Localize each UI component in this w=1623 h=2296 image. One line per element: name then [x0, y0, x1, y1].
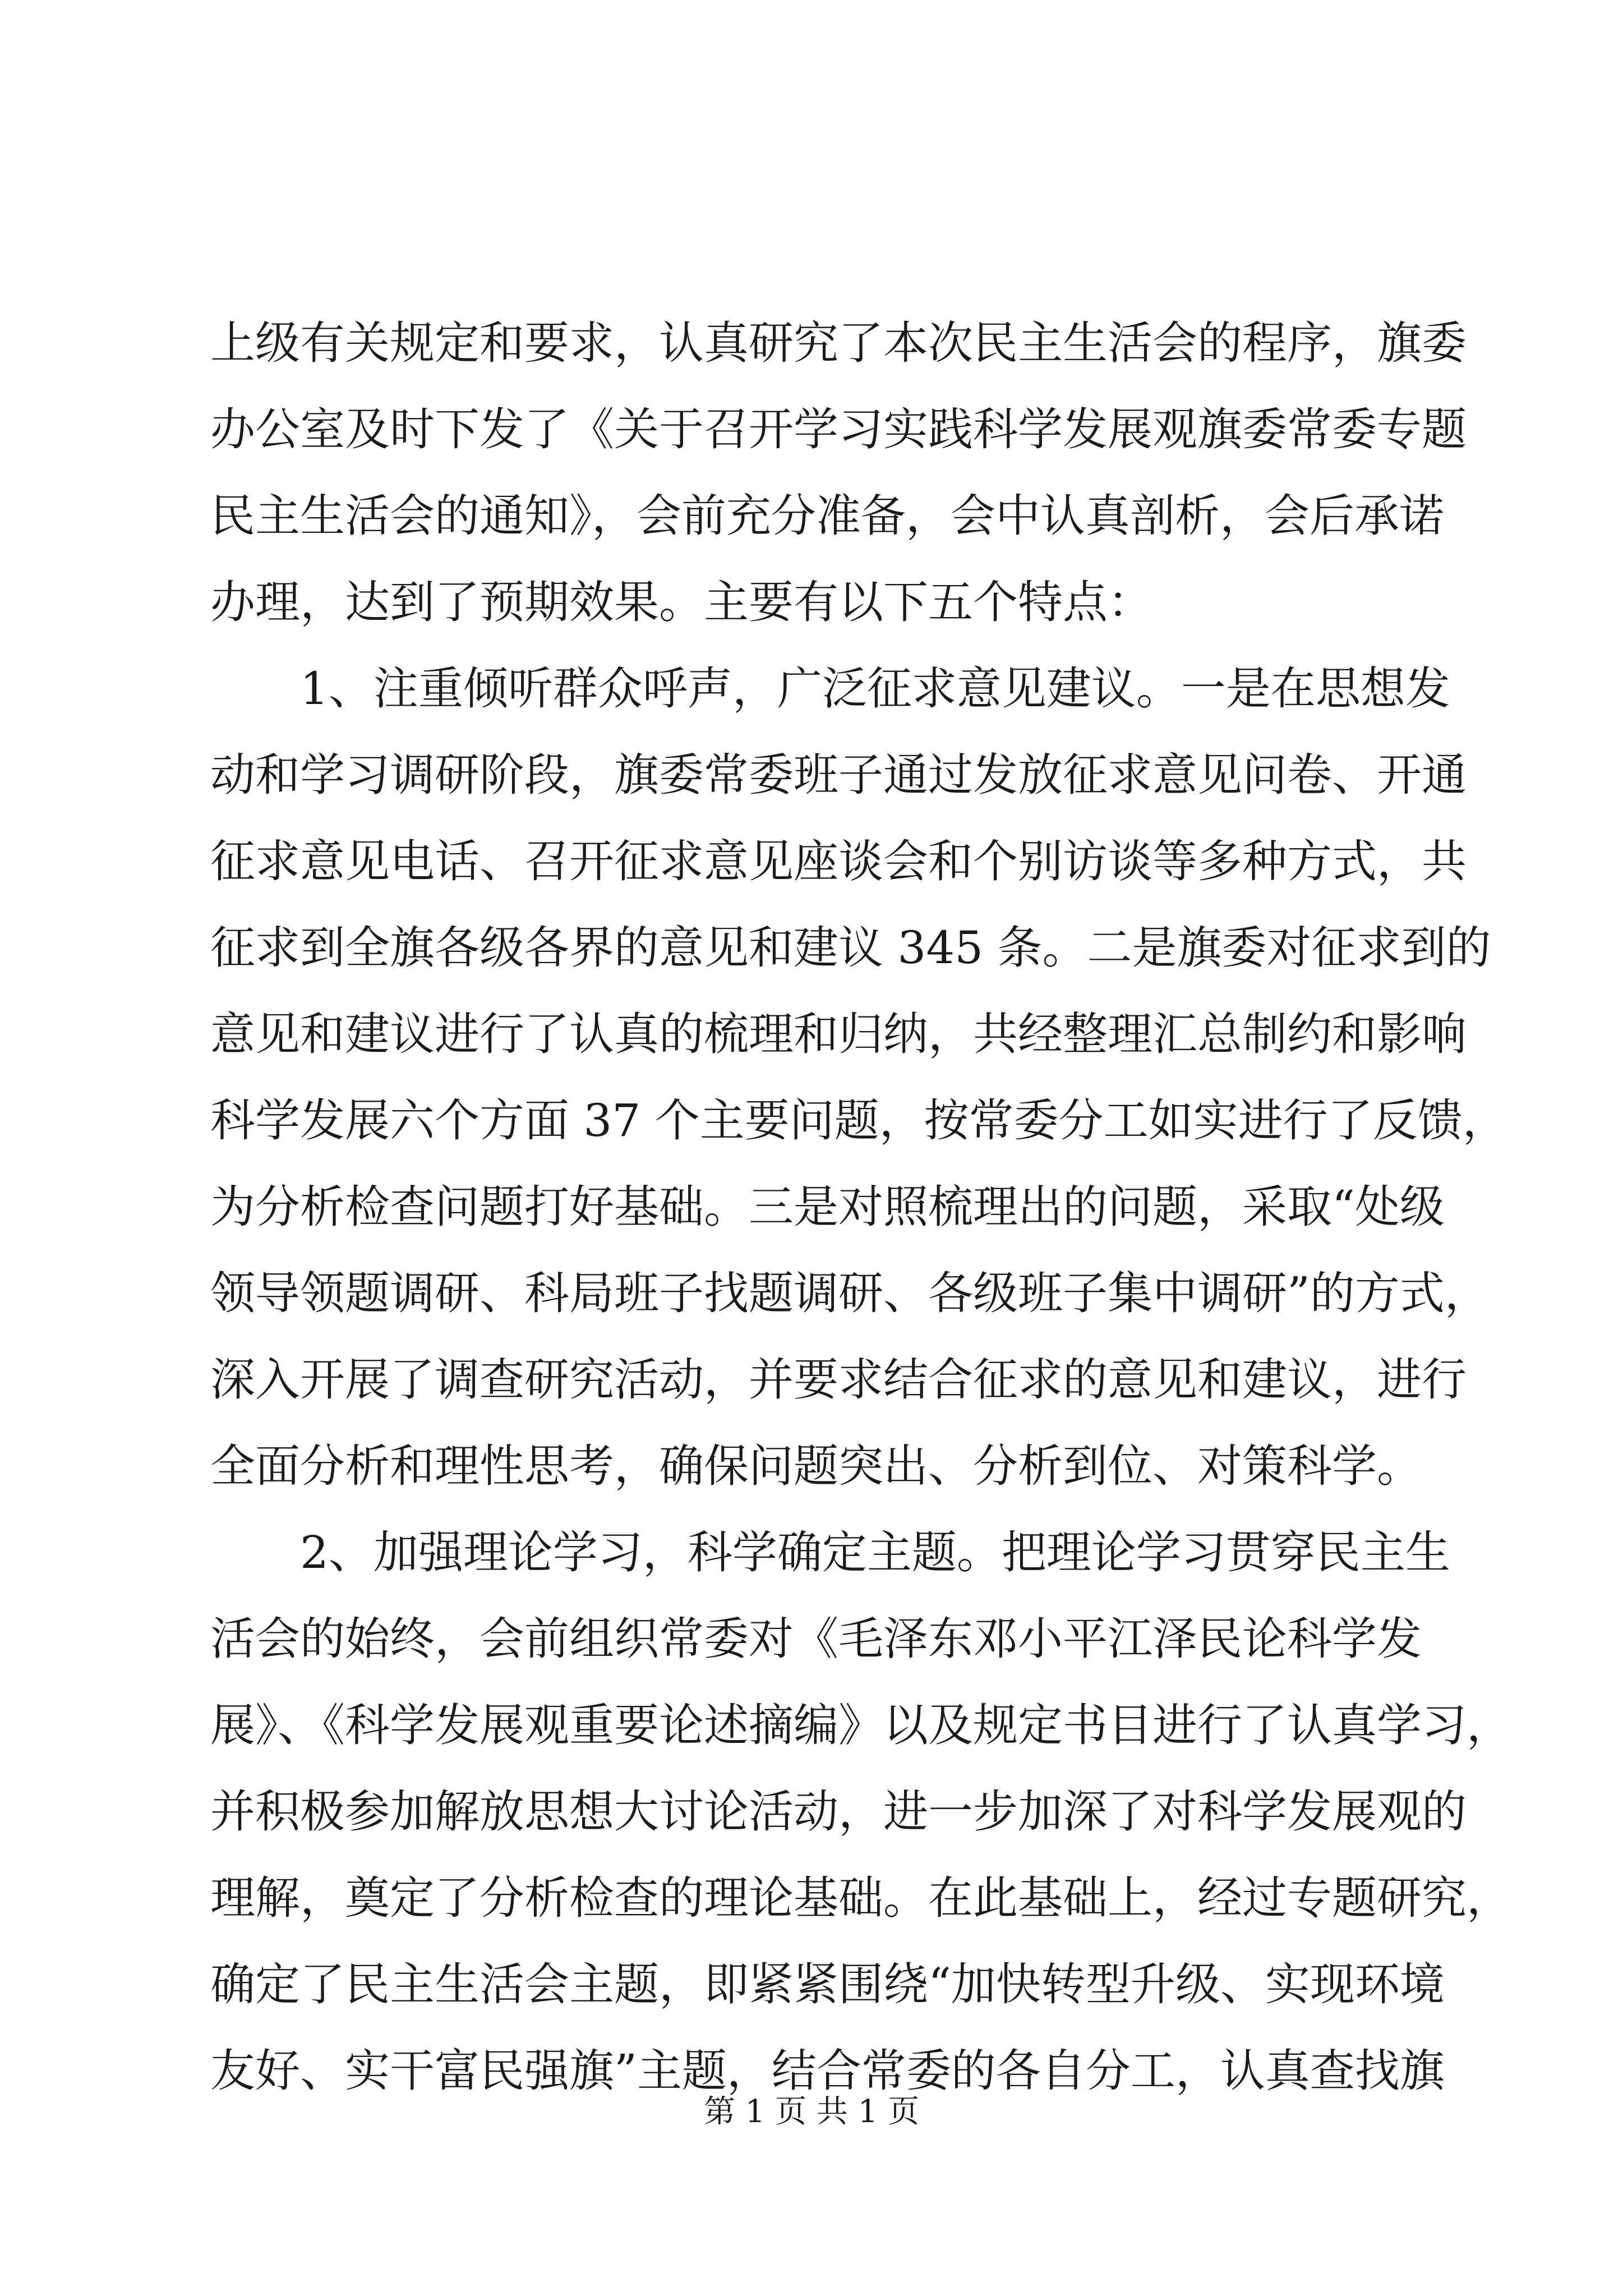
text-line: 活会的始终，会前组织常委对《毛泽东邓小平江泽民论科学发	[210, 1613, 1422, 1665]
text-line: 办公室及时下发了《关于召开学习实践科学发展观旗委常委专题	[210, 403, 1467, 455]
text-line: 民主生活会的通知》，会前充分准备，会中认真剖析，会后承诺	[210, 490, 1444, 542]
text-line: 动和学习调研阶段，旗委常委班子通过发放征求意见问卷、开通	[210, 749, 1467, 801]
text-line: 展》、《科学发展观重要论述摘编》以及规定书目进行了认真学习，	[210, 1699, 1511, 1751]
text-line: 友好、实干富民强旗”主题，结合常委的各自分工，认真查找旗	[210, 2045, 1445, 2097]
text-line: 办理，达到了预期效果。主要有以下五个特点：	[210, 576, 1152, 628]
text-line: 征求意见电话、召开征求意见座谈会和个别访谈等多种方式，共	[210, 835, 1467, 887]
text-line: 全面分析和理性思考，确保问题突出、分析到位、对策科学。	[210, 1440, 1422, 1492]
text-line: 理解，奠定了分析检查的理论基础。在此基础上，经过专题研究，	[210, 1872, 1511, 1924]
paragraph-1-start: 1、注重倾听群众呼声，广泛征求意见建议。一是在思想发	[300, 662, 1450, 715]
text-line: 意见和建议进行了认真的梳理和归纳，共经整理汇总制约和影响	[210, 1008, 1467, 1060]
text-line: 深入开展了调查研究活动，并要求结合征求的意见和建议，进行	[210, 1354, 1467, 1406]
paragraph-2-start: 2、加强理论学习，科学确定主题。把理论学习贯穿民主生	[300, 1526, 1450, 1579]
text-line: 确定了民主生活会主题，即紧紧围绕“加快转型升级、实现环境	[210, 1958, 1445, 2010]
page-footer: 第 1 页 共 1 页	[703, 2093, 920, 2130]
text-line: 上级有关规定和要求，认真研究了本次民主生活会的程序，旗委	[210, 317, 1467, 369]
document-body	[210, 300, 1511, 2114]
text-line: 征求到全旗各级各界的意见和建议 345 条。二是旗委对征求到的	[210, 922, 1491, 974]
text-line: 科学发展六个方面 37 个主要问题，按常委分工如实进行了反馈，	[210, 1094, 1507, 1147]
text-line: 并积极参加解放思想大讨论活动，进一步加深了对科学发展观的	[210, 1786, 1467, 1838]
text-line: 为分析检查问题打好基础。三是对照梳理出的问题，采取“处级	[210, 1181, 1445, 1233]
text-line: 领导领题调研、科局班子找题调研、各级班子集中调研”的方式，	[210, 1267, 1490, 1319]
